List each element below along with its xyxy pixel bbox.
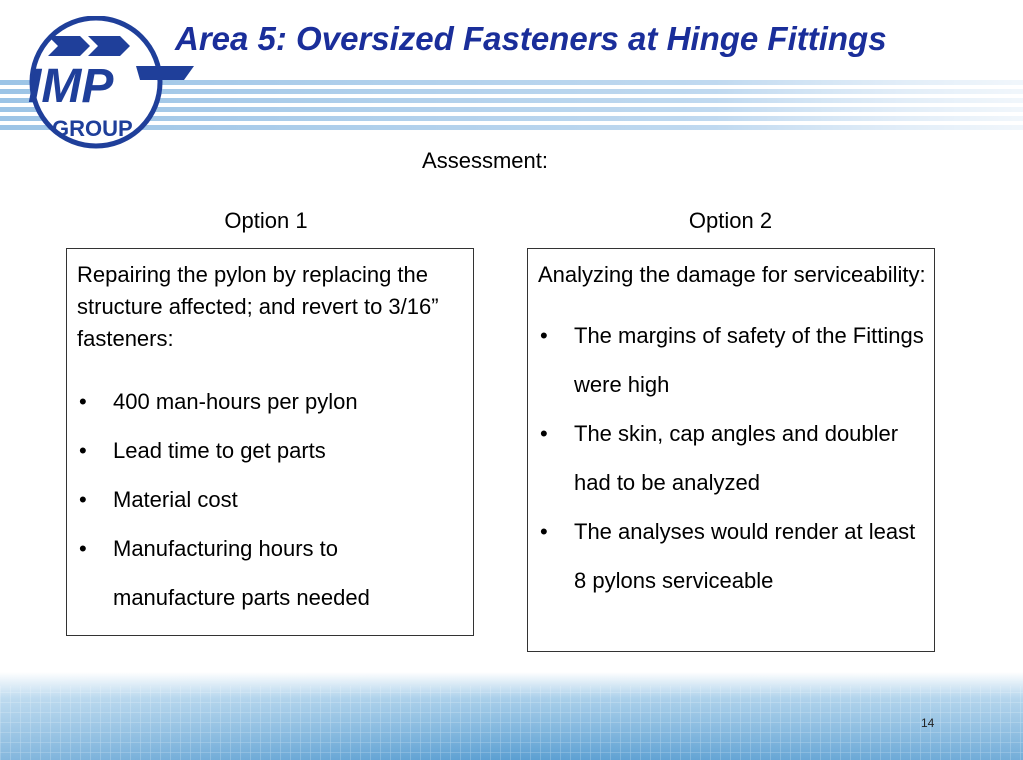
bullet-icon: • (79, 487, 87, 512)
bullet-text: 400 man-hours per pylon (113, 389, 358, 414)
list-item (538, 507, 926, 605)
bullet-text: Lead time to get parts (113, 438, 326, 463)
bullet-text: The margins of safety of the Fittings were high (574, 323, 924, 397)
bullet-text: Manufacturing hours to manufacture parts needed (113, 536, 370, 610)
option-1-label: Option 1 (224, 208, 308, 233)
option-1-intro: Repairing the pylon by replacing the structure affected; and revert to 3/16” fasteners: (77, 262, 439, 351)
option-2-label: Option 2 (688, 208, 773, 233)
list-item (77, 524, 465, 622)
option-2-bullet-list (538, 311, 926, 605)
list-item (77, 426, 465, 475)
list-item (538, 311, 926, 409)
logo-group-text: GROUP (52, 116, 133, 141)
logo-imp-text: IMP (28, 60, 114, 113)
bullet-icon: • (79, 438, 87, 463)
list-item (77, 475, 465, 524)
bullet-icon: • (79, 536, 87, 561)
option-2-intro: Analyzing the damage for serviceability: (538, 262, 926, 287)
bullet-text: The analyses would render at least 8 pylons serviceable (574, 519, 916, 593)
footer-band (0, 672, 1023, 760)
imp-group-logo (8, 16, 198, 152)
option-1-box (66, 248, 474, 636)
assessment-heading: Assessment: (422, 148, 548, 173)
list-item (538, 409, 926, 507)
bullet-icon: • (79, 389, 87, 414)
bullet-text: Material cost (113, 487, 238, 512)
page-number: 14 (921, 716, 935, 730)
bullet-icon: • (540, 519, 548, 544)
option-2-box (527, 248, 935, 652)
bullet-icon: • (540, 421, 548, 446)
slide-title: Area 5: Oversized Fasteners at Hinge Fittings (175, 20, 887, 57)
list-item (77, 377, 465, 426)
bullet-icon: • (540, 323, 548, 348)
bullet-text: The skin, cap angles and doubler had to be analyzed (574, 421, 899, 495)
option-1-bullet-list (77, 377, 465, 622)
